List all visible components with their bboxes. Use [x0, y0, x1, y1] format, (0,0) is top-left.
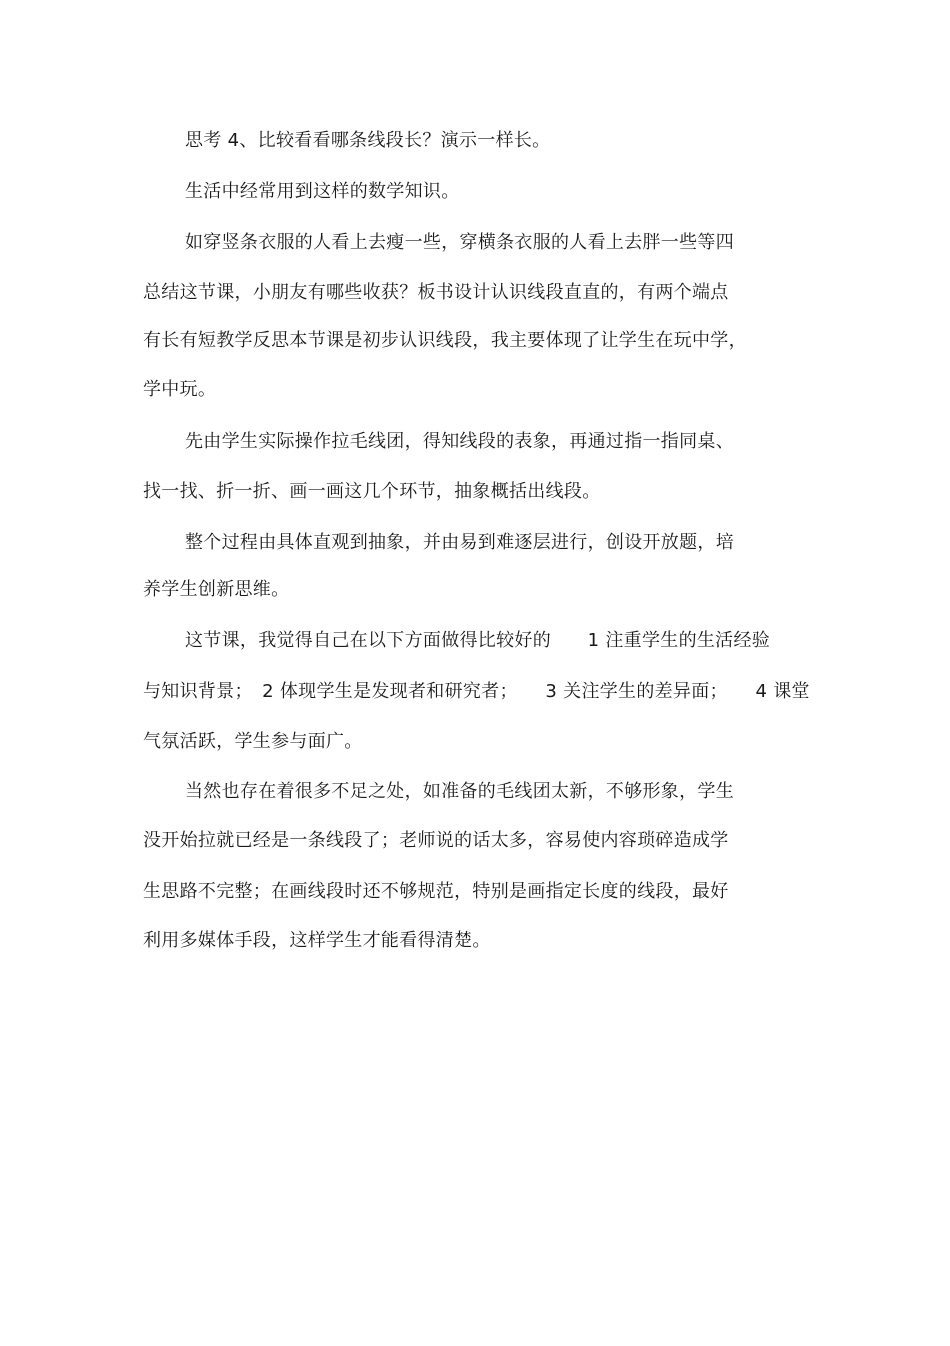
text-line: 整个过程由具体直观到抽象，并由易到难逐层进行，创设开放题，培	[185, 532, 734, 553]
text-line: 与知识背景； 2 体现学生是发现者和研究者； 3 关注学生的差异面； 4 课堂	[143, 681, 810, 702]
text-line: 学中玩。	[143, 379, 217, 400]
text-line: 利用多媒体手段，这样学生才能看得清楚。	[143, 930, 491, 951]
text-line: 养学生创新思维。	[143, 579, 290, 600]
text-line: 有长有短教学反思本节课是初步认识线段，我主要体现了让学生在玩中学，	[143, 330, 747, 351]
text-line: 思考 4、比较看看哪条线段长？演示一样长。	[185, 130, 551, 151]
text-line: 生思路不完整；在画线段时还不够规范，特别是画指定长度的线段，最好	[143, 881, 729, 902]
text-line: 先由学生实际操作拉毛线团，得知线段的表象，再通过指一指同桌、	[185, 431, 734, 452]
text-line: 当然也存在着很多不足之处，如准备的毛线团太新，不够形象，学生	[185, 781, 734, 802]
text-line: 气氛活跃，学生参与面广。	[143, 731, 363, 752]
text-line: 生活中经常用到这样的数学知识。	[185, 181, 460, 202]
text-line: 这节课，我觉得自己在以下方面做得比较好的 1 注重学生的生活经验	[185, 630, 771, 651]
text-line: 找一找、折一折、画一画这几个环节，抽象概括出线段。	[143, 481, 601, 502]
text-line: 没开始拉就已经是一条线段了；老师说的话太多，容易使内容琐碎造成学	[143, 830, 729, 851]
text-line: 如穿竖条衣服的人看上去瘦一些，穿横条衣服的人看上去胖一些等四	[185, 232, 734, 253]
text-line: 总结这节课，小朋友有哪些收获？板书设计认识线段直直的，有两个端点	[143, 282, 729, 303]
